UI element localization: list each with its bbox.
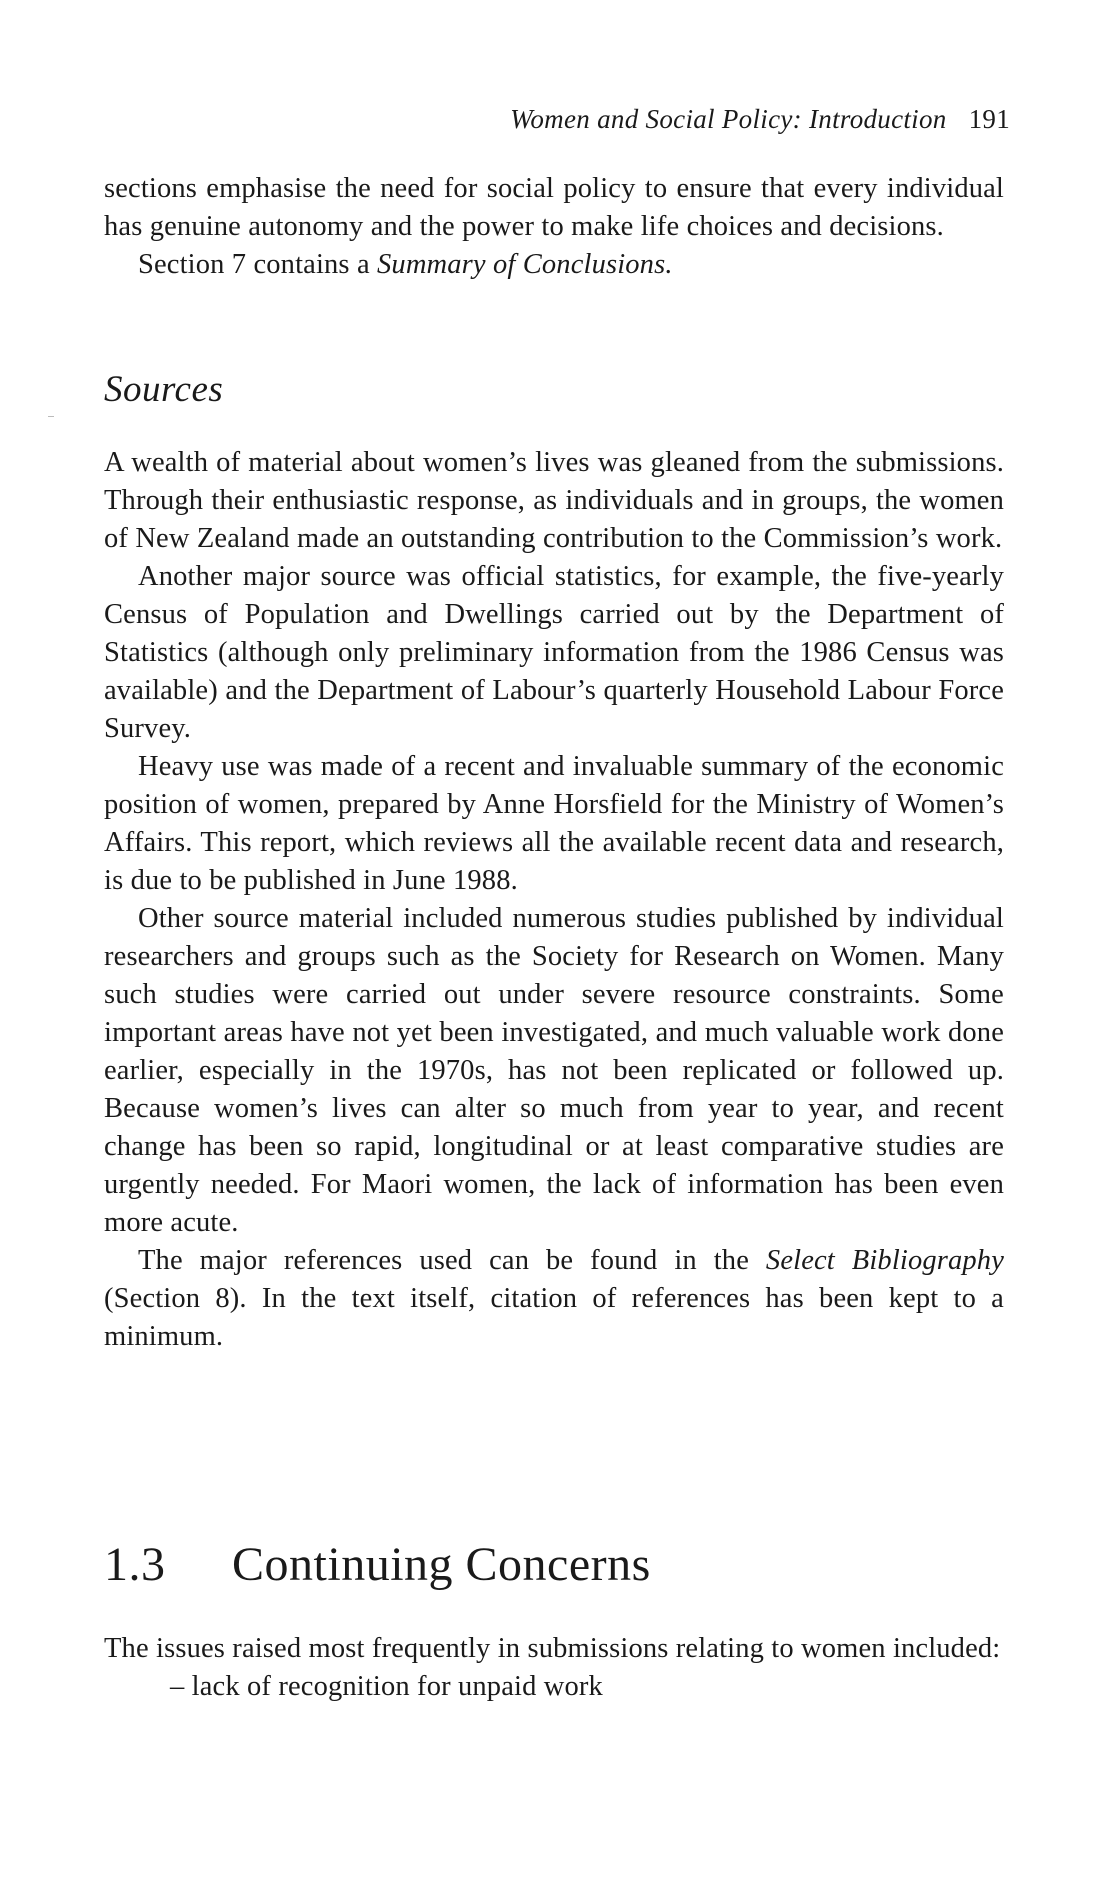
intro-paragraph: sections emphasise the need for social policy to ensure that every individual has genuine autonomy and the power to make life choices and decisions. [104, 173, 1004, 242]
summary-reference-paragraph: Section 7 contains a Summary of Conclusions. [138, 249, 673, 280]
sources-body [104, 444, 1004, 1356]
section-body [104, 1630, 1004, 1706]
running-title: Women and Social Policy: Introduction [510, 104, 947, 134]
select-bibliography-title: Select Bibliography [765, 1245, 1004, 1276]
page-number: 191 [968, 104, 1010, 134]
list-item: – lack of recognition for unpaid work [170, 1671, 603, 1702]
section-title: Continuing Concerns [232, 1538, 651, 1591]
section-heading [104, 1537, 651, 1592]
sources-paragraph-4: Other source material included numerous studies published by individual researchers and groups such as the Society for Research on Women. Many such studies were carried out under severe resource constraints. Some important areas have not yet been investigated, and much valuable work done earlier, especially in the 1970s, has not been replicated or followed up. Because women’s lives can alter so much from year to year, and recent change has been so rapid, longitudinal or at least comparative studies are urgently needed. For Maori women, the lack of information has been even more acute. [104, 903, 1004, 1238]
running-header [510, 104, 1010, 135]
sources-paragraph-3: Heavy use was made of a recent and invaluable summary of the economic position of women, prepared by Anne Horsfield for the Ministry of Women’s Affairs. This report, which reviews all the available recent data and research, is due to be published in June 1988. [104, 751, 1004, 896]
sources-paragraph-5: The major references used can be found in the Select Bibliography (Section 8). In the text itself, citation of references has been kept to a minimum. [104, 1245, 1004, 1352]
section-intro-paragraph: The issues raised most frequently in submissions relating to women included: [104, 1633, 1001, 1664]
sources-paragraph-1: A wealth of material about women’s lives was gleaned from the submissions. Through their enthusiastic response, as individuals and in groups, the women of New Zealand made an outstanding contribution to the Commission’s work. [104, 447, 1004, 554]
margin-mark [48, 416, 54, 417]
intro-block [104, 170, 1004, 284]
sources-paragraph-2: Another major source was official statistics, for example, the five-yearly Census of Population and Dwellings carried out by the Department of Statistics (although only preliminary information from the 1986 Census was available) and the Department of Labour’s quarterly Household Labour Force Survey. [104, 561, 1004, 744]
sources-heading: Sources [104, 369, 224, 410]
summary-of-conclusions-title: Summary of Conclusions. [377, 249, 673, 280]
section-number: 1.3 [104, 1538, 166, 1591]
